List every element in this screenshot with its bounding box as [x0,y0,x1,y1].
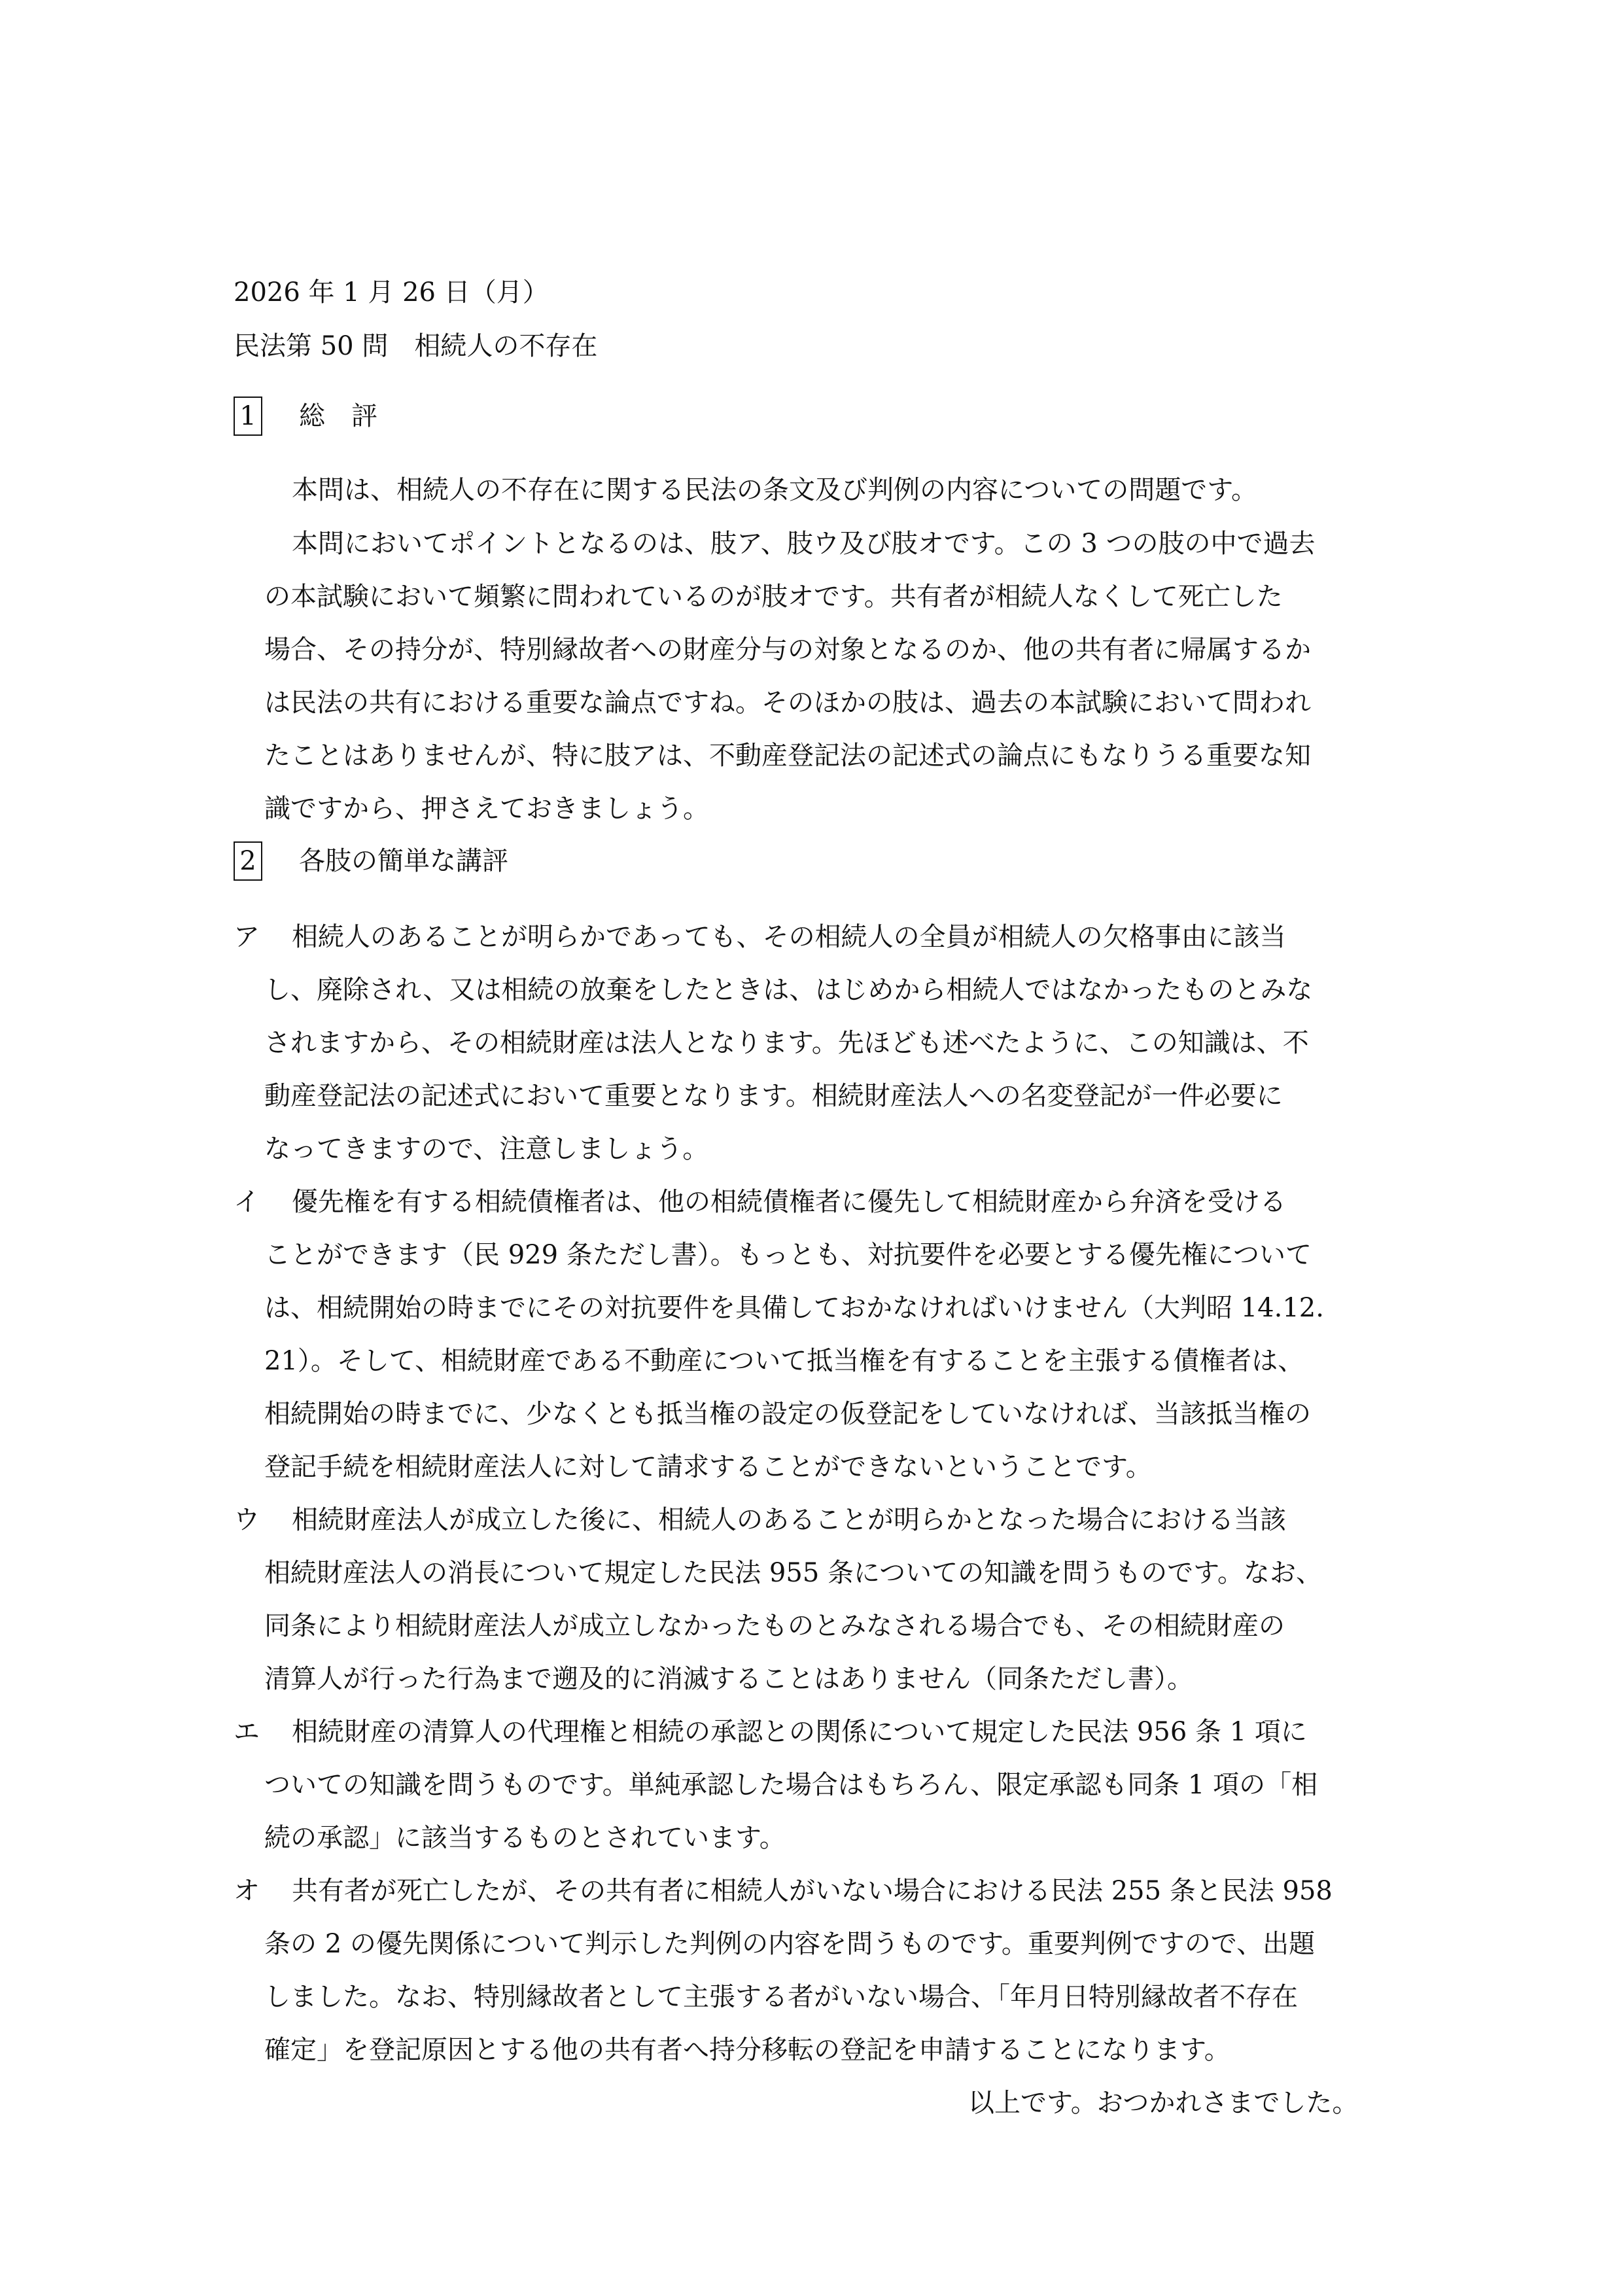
paragraph-line: は民法の共有における重要な論点ですね。そのほかの肢は、過去の本試験において問われ [264,688,1311,718]
item-line: 21）。そして、相続財産である不動産について抵当権を有することを主張する債権者は、 [264,1346,1304,1376]
paragraph-line: 本問においてポイントとなるのは、肢ア、肢ウ及び肢オです。この 3 つの肢の中で過去 [292,529,1316,559]
item-line: ことができます（民 929 条ただし書）。もっとも、対抗要件を必要とする優先権について [264,1240,1312,1270]
item-line: 条の 2 の優先関係について判示した判例の内容を問うものです。重要判例ですので、出題 [264,1929,1316,1959]
section-title: 総 評 [299,401,377,431]
item-mark: オ [234,1876,260,1906]
paragraph-line: たことはありませんが、特に肢アは、不動産登記法の記述式の論点にもなりうる重要な知 [264,741,1311,771]
item-line: 共有者が死亡したが、その共有者に相続人がいない場合における民法 255 条と民法 958 [292,1876,1333,1906]
item-line: 相続人のあることが明らかであっても、その相続人の全員が相続人の欠格事由に該当 [292,922,1286,952]
item-line: し、廃除され、又は相続の放棄をしたときは、はじめから相続人ではなかったものとみな [264,975,1313,1005]
item-line: 確定」を登記原因とする他の共有者へ持分移転の登記を申請することになります。 [264,2035,1230,2065]
item-line: 同条により相続財産法人が成立しなかったものとみなされる場合でも、その相続財産の [264,1611,1285,1641]
section-number-box: 2 [234,841,262,881]
paragraph-line: 本問は、相続人の不存在に関する民法の条文及び判例の内容についての問題です。 [292,475,1257,505]
item-line: は、相続開始の時までにその対抗要件を具備しておかなければいけません（大判昭 14.12. [264,1293,1324,1323]
section-title: 各肢の簡単な講評 [299,846,508,876]
item-line: 相続財産の清算人の代理権と相続の承認との関係について規定した民法 956 条 1 項に [292,1717,1307,1747]
closing-remark: 以上です。おつかれさまでした。 [968,2088,1359,2118]
item-line: 動産登記法の記述式において重要となります。相続財産法人への名変登記が一件必要に [264,1081,1283,1111]
paragraph-line: 場合、その持分が、特別縁故者への財産分与の対象となるのか、他の共有者に帰属するか [264,635,1311,665]
item-line: 登記手続を相続財産法人に対して請求することができないということです。 [264,1452,1152,1482]
item-mark: エ [234,1717,260,1747]
item-line: 続の承認」に該当するものとされています。 [264,1823,786,1853]
paragraph-line: の本試験において頻繁に問われているのが肢オです。共有者が相続人なくして死亡した [264,582,1283,612]
document-title: 民法第 50 問 相続人の不存在 [234,331,598,361]
item-line: 優先権を有する相続債権者は、他の相続債権者に優先して相続財産から弁済を受ける [292,1187,1286,1217]
item-line: しました。なお、特別縁故者として主張する者がいない場合、「年月日特別縁故者不存在 [264,1982,1298,2012]
item-line: 清算人が行った行為まで遡及的に消滅することはありません（同条ただし書）。 [264,1664,1193,1694]
item-line: 相続財産法人の消長について規定した民法 955 条についての知識を問うものです。なお、 [264,1558,1322,1588]
item-mark: イ [234,1187,260,1217]
paragraph-line: 識ですから、押さえておきましょう。 [264,794,709,824]
item-mark: ア [234,922,260,952]
item-mark: ウ [234,1505,260,1535]
document-date: 2026 年 1 月 26 日（月） [234,277,549,308]
item-line: されますから、その相続財産は法人となります。先ほども述べたように、この知識は、不 [264,1028,1309,1058]
item-line: 相続開始の時までに、少なくとも抵当権の設定の仮登記をしていなければ、当該抵当権の [264,1399,1311,1429]
item-line: なってきますので、注意しましょう。 [264,1134,709,1164]
item-line: ついての知識を問うものです。単純承認した場合はもちろん、限定承認も同条 1 項の「相 [264,1770,1318,1800]
item-line: 相続財産法人が成立した後に、相続人のあることが明らかとなった場合における当該 [292,1505,1286,1535]
section-number-box: 1 [234,397,262,436]
